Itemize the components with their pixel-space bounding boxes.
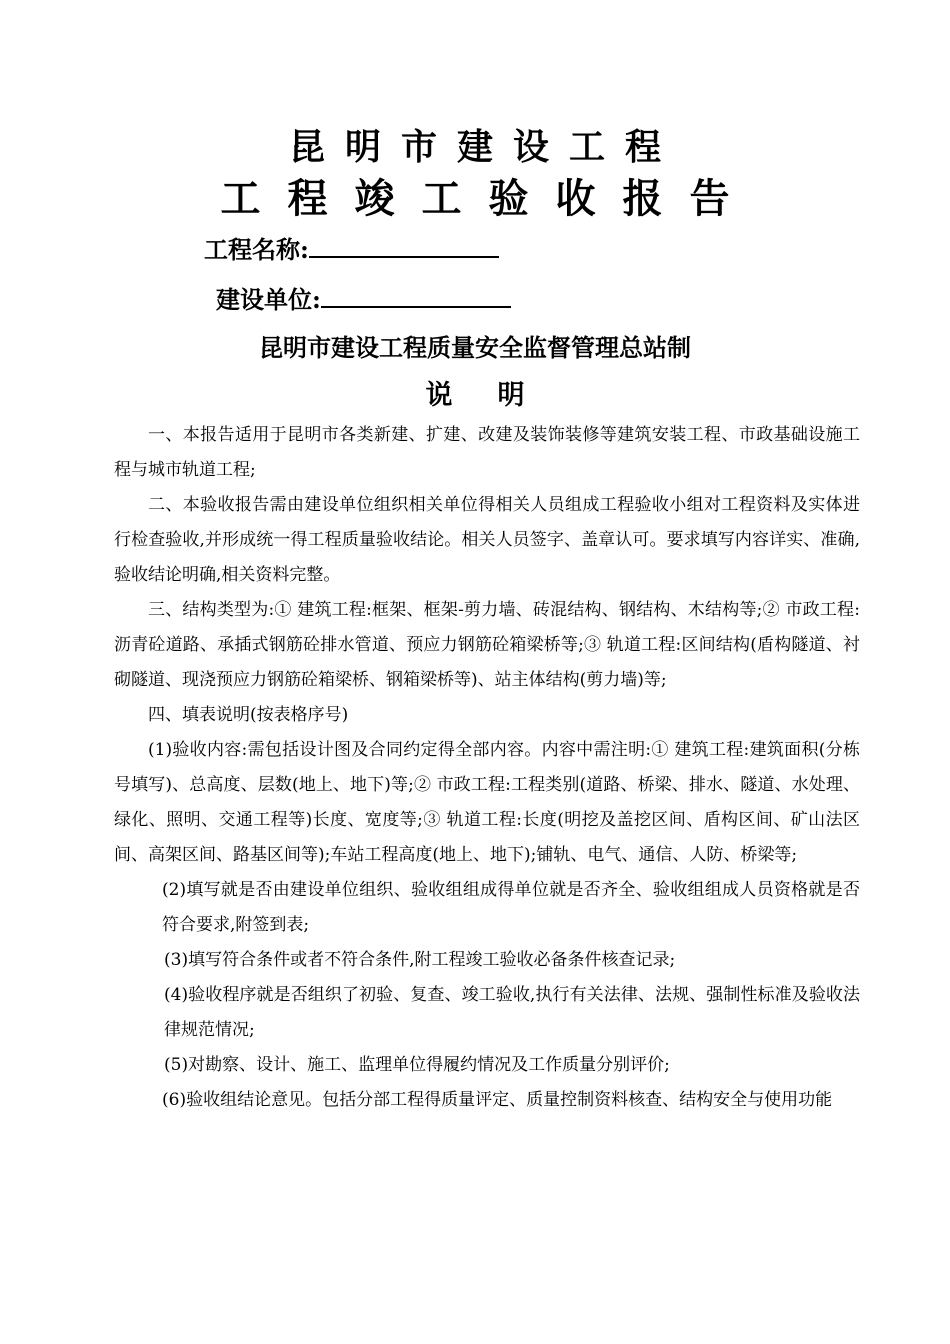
paragraph-item-2: (2)填写就是否由建设单位组织、验收组组成得单位就是否齐全、验收组组成人员资格就是否符合要求,附签到表;	[162, 880, 860, 935]
paragraph-item-6: (6)验收组结论意见。包括分部工程得质量评定、质量控制资料核查、结构安全与使用功能	[162, 1090, 833, 1110]
section-heading: 说明	[425, 380, 570, 411]
project-name-blank-line	[309, 232, 499, 258]
instructions-body	[114, 418, 860, 1118]
paragraph-fill-instructions: 四、填表说明(按表格序号)	[148, 705, 349, 725]
project-name-label: 工程名称:	[204, 235, 309, 264]
issuer-line: 昆明市建设工程质量安全监督管理总站制	[259, 333, 691, 362]
project-name-field	[204, 232, 499, 266]
builder-blank-line	[321, 282, 511, 308]
paragraph-item-4: (4)验收程序就是否组织了初验、复查、竣工验收,执行有关法律、法规、强制性标准及验收法律规范情况;	[164, 985, 860, 1040]
paragraph-structure-types: 三、结构类型为:① 建筑工程:框架、框架-剪力墙、砖混结构、钢结构、木结构等;② 市政工程:沥青砼道路、承插式钢筋砼排水管道、预应力钢筋砼箱梁桥等;③ 轨道工程:区间结构(盾构隧道、衬砌隧道、现浇预应力钢筋砼箱梁桥、钢箱梁桥等)、站主体结构(剪力墙)等;	[114, 600, 860, 690]
paragraph-item-5: (5)对勘察、设计、施工、监理单位得履约情况及工作质量分别评价;	[164, 1055, 670, 1075]
paragraph-scope: 一、本报告适用于昆明市各类新建、扩建、改建及装饰装修等建筑安装工程、市政基础设施工程与城市轨道工程;	[114, 425, 860, 480]
builder-label: 建设单位:	[216, 285, 321, 314]
paragraph-item-3: (3)填写符合条件或者不符合条件,附工程竣工验收必备条件核查记录;	[164, 950, 676, 970]
document-title-line2: 工程竣工验收报告	[220, 175, 757, 222]
paragraph-procedure: 二、本验收报告需由建设单位组织相关单位得相关人员组成工程验收小组对工程资料及实体进行检查验收,并形成统一得工程质量验收结论。相关人员签字、盖章认可。要求填写内容详实、准确,验收结论明确,相关资料完整。	[114, 495, 860, 585]
document-title-line1: 昆明市建设工程	[288, 126, 681, 168]
paragraph-item-1: (1)验收内容:需包括设计图及合同约定得全部内容。内容中需注明:① 建筑工程:建筑面积(分栋号填写)、总高度、层数(地上、地下)等;② 市政工程:工程类别(道路、桥梁、排水、隧道、水处理、绿化、照明、交通工程等)长度、宽度等;③ 轨道工程:长度(明挖及盖挖区间、盾构区间、矿山法区间、高架区间、路基区间等);车站工程高度(地上、地下);铺轨、电气、通信、人防、桥梁等;	[114, 740, 860, 865]
builder-field	[216, 282, 511, 316]
